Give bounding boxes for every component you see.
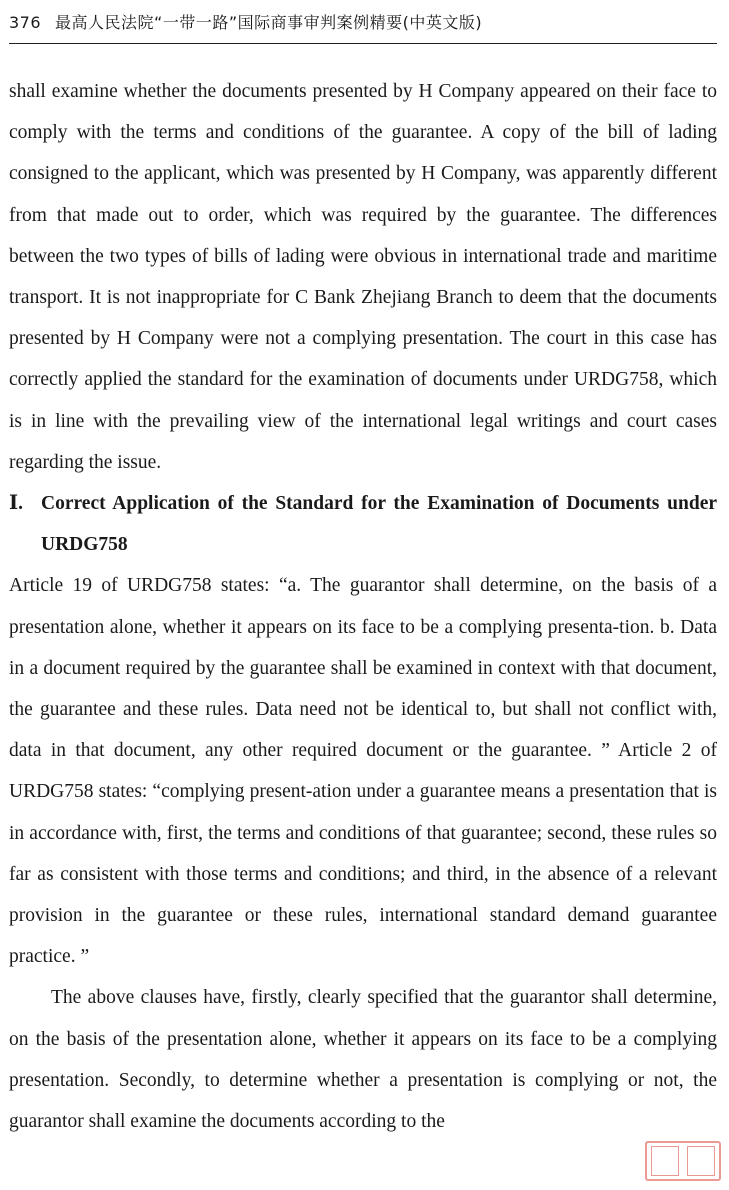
paragraph-2: Article 19 of URDG758 states: “a. The guarantor shall determine, on the basis of a presentation alone, whether it appears on its face to be a complying presenta-tion. b. Data in a document required by the guarantee shall be examined in context with that document, the guarantee and these rules. Data need not be identical to, but shall not conflict with, data in that document, any other required document or the guarantee. ” Article 2 of URDG758 states: “complying present-ation under a guarantee means a presentation that is in accordance with, first, the terms and conditions of that guarantee; second, these rules so far as consistent with those terms and conditions; and third, in the absence of a relevant provision in the guarantee or these rules, international standard demand guarantee practice. ” xyxy=(9,575,717,968)
section-title: Correct Application of the Standard for the Examination of Documents under URDG758 xyxy=(41,493,717,556)
header-rule xyxy=(9,43,717,44)
section-number: Ⅰ. xyxy=(9,493,23,515)
page-number: 376 xyxy=(9,13,42,32)
section-heading xyxy=(9,483,717,565)
book-title: 最高人民法院“一带一路”国际商事审判案例精要(中英文版) xyxy=(55,13,483,32)
watermark-seal-icon xyxy=(645,1141,721,1181)
running-header xyxy=(9,8,717,38)
body-text xyxy=(9,71,717,1142)
paragraph-1: shall examine whether the documents presented by H Company appeared on their face to comply with the terms and conditions of the guarantee. A copy of the bill of lading consigned to the applicant, which was presented by H Company, was apparently different from that made out to order, which was required by the guarantee. The differences between the two types of bills of lading were obvious in international trade and maritime transport. It is not inappropriate for C Bank Zhejiang Branch to deem that the documents presented by H Company were not a complying presentation. The court in this case has correctly applied the standard for the examination of documents under URDG758, which is in line with the prevailing view of the international legal writings and court cases regarding the issue. xyxy=(9,81,717,473)
paragraph-3: The above clauses have, firstly, clearly specified that the guarantor shall determine, on the basis of the presentation alone, whether it appears on its face to be a complying presentation. Secondly, to determine whether a presentation is complying or not, the guarantor shall examine the documents according to the xyxy=(9,987,717,1133)
seal-glyph-right xyxy=(687,1146,715,1176)
seal-glyph-left xyxy=(651,1146,679,1176)
